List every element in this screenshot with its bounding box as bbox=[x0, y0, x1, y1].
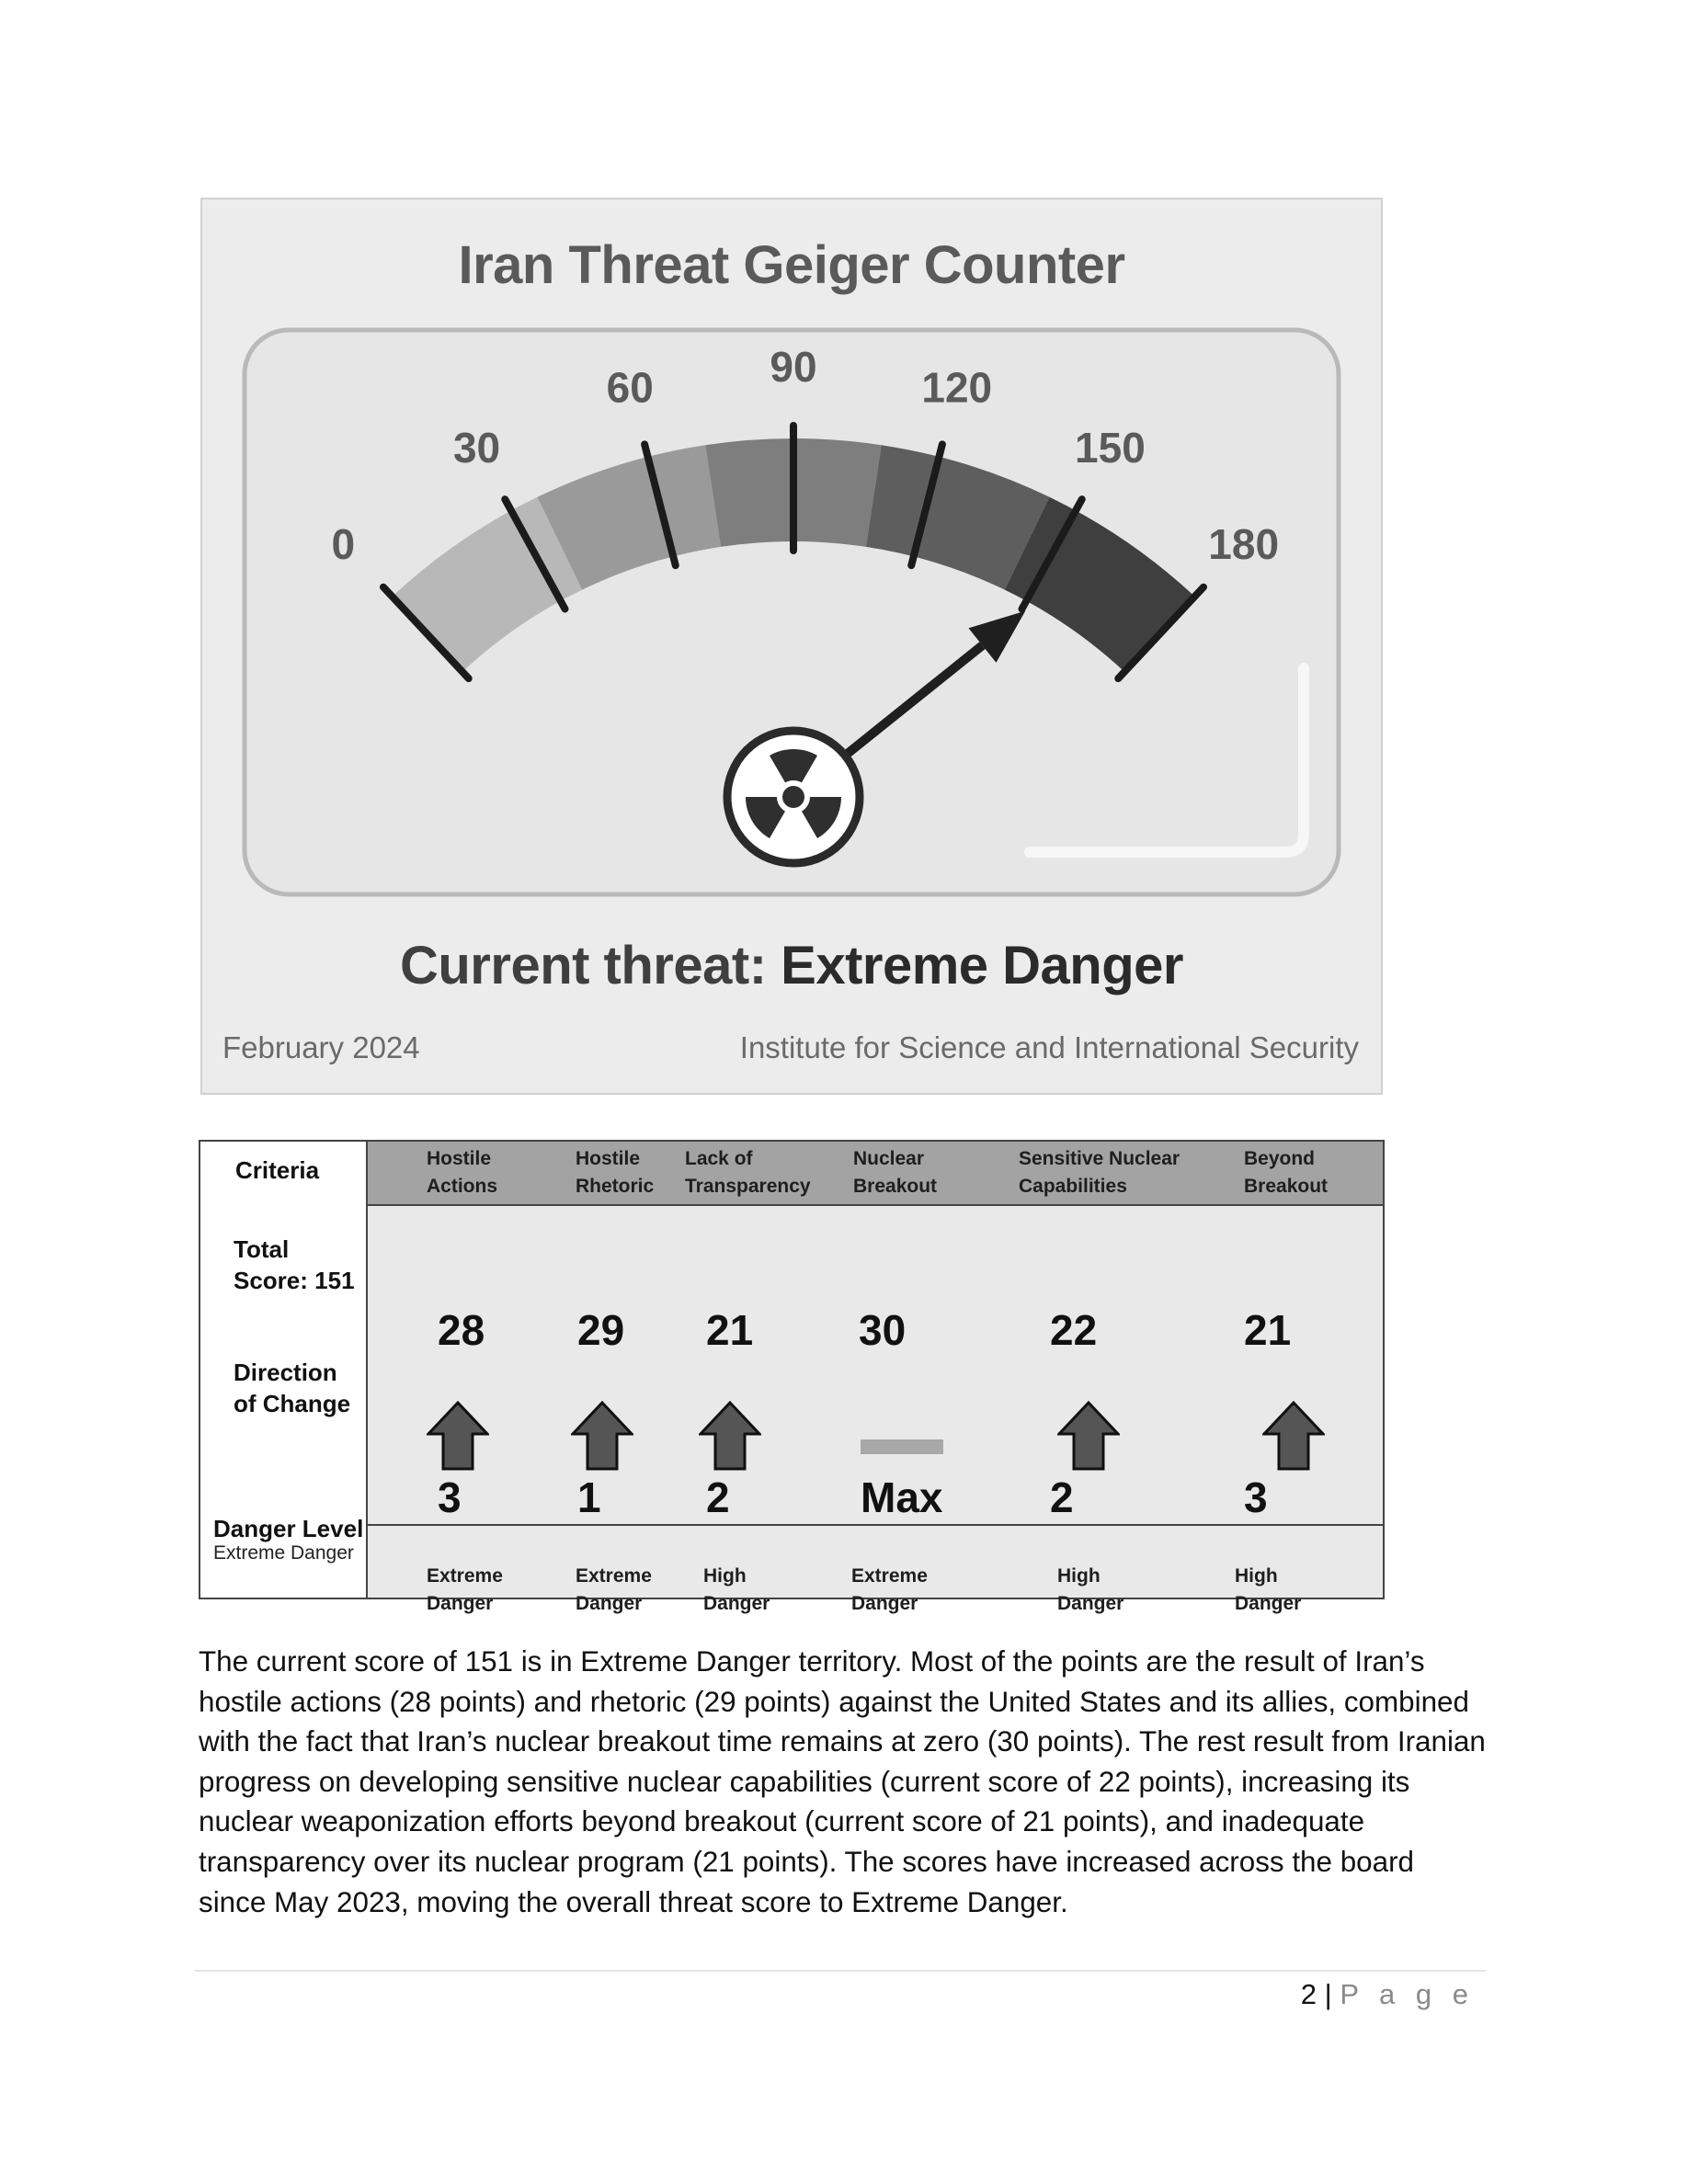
gauge-date: February 2024 bbox=[222, 1030, 420, 1064]
header-line1: Hostile bbox=[576, 1148, 641, 1169]
change-value: 2 bbox=[1050, 1473, 1074, 1521]
up-arrow-icon bbox=[699, 1401, 761, 1471]
header-line1: Lack of bbox=[685, 1148, 753, 1169]
gauge-tick-label-30: 30 bbox=[452, 424, 501, 472]
gauge-tick-label-60: 60 bbox=[606, 363, 654, 412]
up-arrow-icon bbox=[427, 1401, 489, 1471]
danger-cell bbox=[427, 1563, 503, 1618]
body-paragraph: The current score of 151 is in Extreme Danger territory. Most of the points are the result of Iran’s hostile actions (28 points) and rhetoric (29 points) against the United States and its allies, combined with the fact that Iran’s nuclear breakout time remains at zero (30 points). The rest result from Iranian progress on developing sensitive nuclear capabilities (current score of 22 points), increasing its nuclear weaponization efforts beyond breakout (current score of 21 points), and inadequate transparency over its nuclear program (21 points). The scores have increased across the board since May 2023, moving the overall threat score to Extreme Danger. bbox=[199, 1645, 1486, 1918]
score-value: 30 bbox=[859, 1306, 907, 1354]
direction-label bbox=[234, 1357, 350, 1419]
score-value: 21 bbox=[706, 1306, 754, 1354]
danger-line2: Danger bbox=[703, 1593, 770, 1614]
danger-line1: Extreme bbox=[427, 1565, 503, 1587]
radiation-icon bbox=[727, 731, 860, 863]
up-arrow-icon bbox=[1262, 1401, 1325, 1471]
danger-line2: Danger bbox=[576, 1593, 643, 1614]
page-word: P a g e bbox=[1340, 1978, 1475, 2010]
header-cell bbox=[427, 1145, 497, 1200]
up-arrow-icon bbox=[571, 1401, 633, 1471]
gauge-title: Iran Threat Geiger Counter bbox=[458, 235, 1125, 295]
score-value: 21 bbox=[1244, 1306, 1292, 1354]
up-arrow-icon bbox=[1057, 1401, 1120, 1471]
row-labels-column bbox=[200, 1142, 368, 1598]
danger-line2: Danger bbox=[851, 1593, 918, 1614]
gauge-tick-label-150: 150 bbox=[1075, 424, 1146, 472]
danger-line1: High bbox=[1057, 1565, 1101, 1587]
header-cell bbox=[1019, 1145, 1180, 1200]
change-value: Max bbox=[861, 1473, 943, 1521]
danger-line2: Danger bbox=[427, 1593, 494, 1614]
header-line2: Actions bbox=[427, 1176, 498, 1197]
criteria-danger-row bbox=[368, 1526, 1383, 1614]
danger-level-label: Danger Level bbox=[213, 1515, 364, 1542]
score-value: 22 bbox=[1050, 1306, 1098, 1354]
danger-line1: Extreme bbox=[851, 1565, 928, 1587]
danger-cell bbox=[1235, 1563, 1301, 1618]
header-line2: Transparency bbox=[685, 1176, 811, 1197]
header-cell bbox=[576, 1145, 654, 1200]
current-threat-prefix: Current threat: bbox=[399, 936, 767, 995]
danger-cell bbox=[1057, 1563, 1123, 1618]
header-line1: Beyond bbox=[1244, 1148, 1316, 1169]
gauge-tick-label-0: 0 bbox=[331, 519, 356, 568]
total-label-line2: Score: 151 bbox=[234, 1267, 355, 1294]
header-line2: Breakout bbox=[853, 1176, 938, 1197]
gauge-tick-label-120: 120 bbox=[921, 363, 993, 412]
header-line1: Hostile bbox=[427, 1148, 492, 1169]
criteria-label: Criteria bbox=[235, 1156, 320, 1184]
total-label-line1: Total bbox=[234, 1235, 290, 1263]
criteria-table bbox=[199, 1140, 1385, 1614]
page-number: 2 bbox=[1300, 1978, 1317, 2010]
danger-line2: Danger bbox=[1057, 1593, 1124, 1614]
danger-cell bbox=[576, 1563, 652, 1618]
total-score-label bbox=[234, 1234, 355, 1296]
header-line2: Breakout bbox=[1244, 1176, 1329, 1197]
direction-label-line1: Direction bbox=[234, 1359, 337, 1386]
footer-divider bbox=[195, 1970, 1486, 1972]
gauge-source: Institute for Science and International Security bbox=[739, 1030, 1359, 1064]
radiation-center bbox=[782, 786, 804, 808]
header-line1: Nuclear bbox=[853, 1148, 925, 1169]
page-footer bbox=[1301, 1978, 1475, 2011]
change-value: 3 bbox=[1244, 1473, 1268, 1521]
header-line2: Capabilities bbox=[1019, 1176, 1127, 1197]
danger-line1: Extreme bbox=[576, 1565, 652, 1587]
current-threat-level: Extreme Danger bbox=[781, 936, 1183, 995]
current-threat bbox=[202, 935, 1381, 996]
change-value: 3 bbox=[438, 1473, 462, 1521]
score-value: 28 bbox=[438, 1306, 485, 1354]
gauge-tick-label-180: 180 bbox=[1208, 519, 1280, 568]
danger-level-value: Extreme Danger bbox=[213, 1542, 354, 1564]
gauge-tick-label-90: 90 bbox=[770, 343, 817, 391]
footer-separator: | bbox=[1324, 1978, 1332, 2010]
change-value: 1 bbox=[577, 1473, 601, 1521]
no-change-dash-icon bbox=[861, 1439, 943, 1454]
direction-label-line2: of Change bbox=[234, 1390, 351, 1417]
score-value: 29 bbox=[577, 1306, 625, 1354]
header-cell bbox=[1244, 1145, 1328, 1200]
danger-cell bbox=[703, 1563, 770, 1618]
change-value: 2 bbox=[706, 1473, 730, 1521]
danger-line1: High bbox=[1235, 1565, 1278, 1587]
geiger-counter-figure bbox=[200, 198, 1383, 1095]
danger-cell bbox=[851, 1563, 928, 1618]
criteria-score-rows bbox=[368, 1206, 1383, 1526]
criteria-header-row bbox=[368, 1142, 1383, 1206]
header-line1: Sensitive Nuclear bbox=[1019, 1148, 1180, 1169]
header-cell bbox=[853, 1145, 937, 1200]
danger-line2: Danger bbox=[1235, 1593, 1302, 1614]
header-line2: Rhetoric bbox=[576, 1176, 655, 1197]
danger-line1: High bbox=[703, 1565, 747, 1587]
header-cell bbox=[685, 1145, 811, 1200]
